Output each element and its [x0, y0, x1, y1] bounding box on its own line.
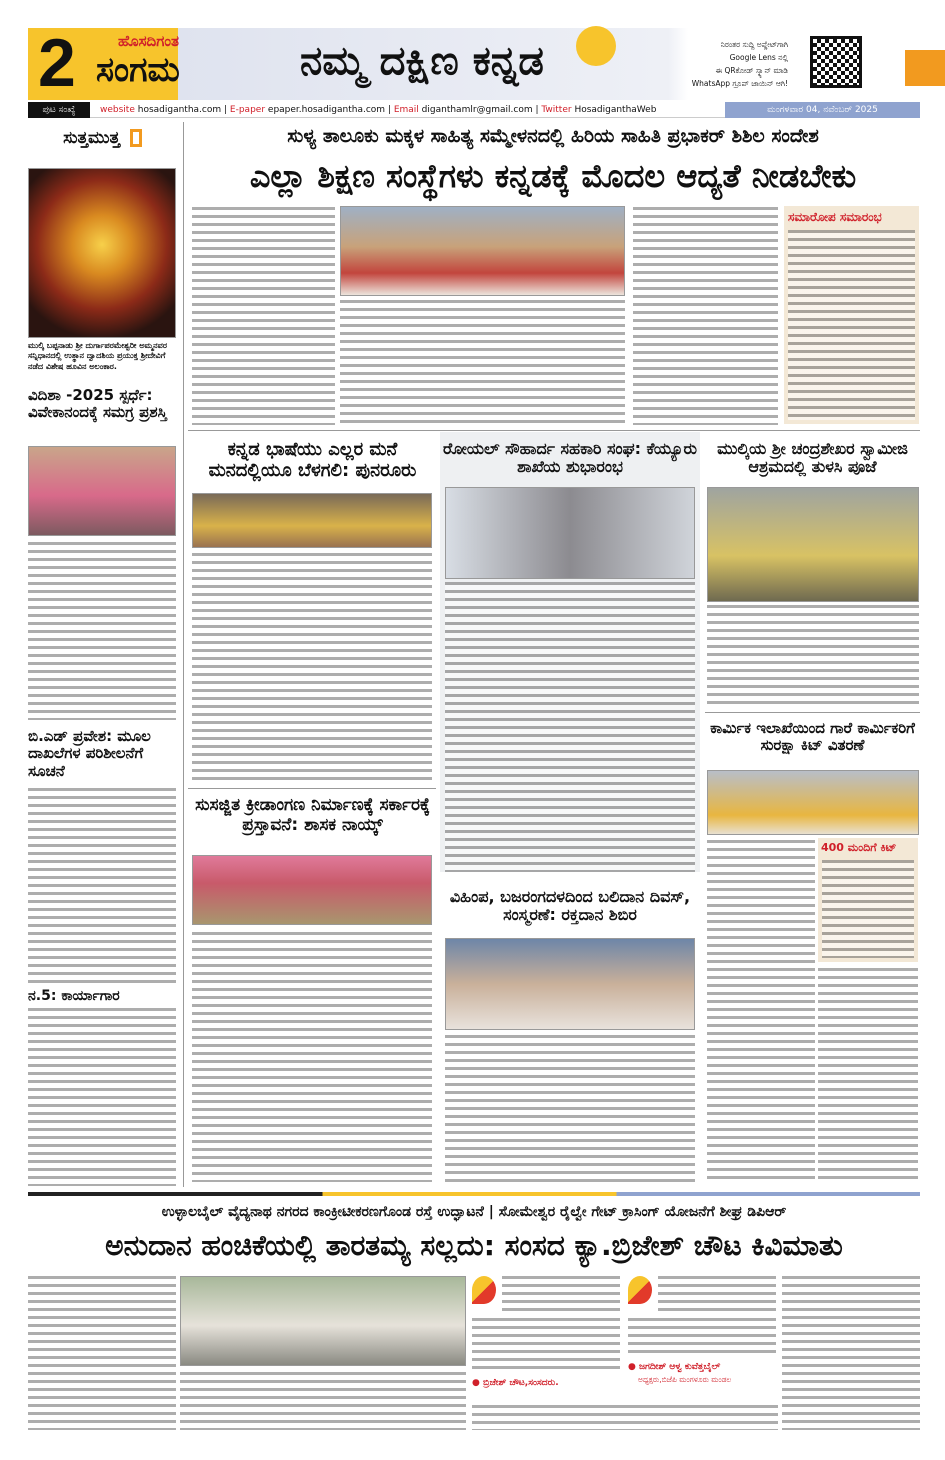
inauguration-photo — [445, 487, 695, 579]
article-text — [28, 1008, 176, 1186]
article-text — [192, 553, 432, 783]
bottom-kicker: ಉಳ್ಳಾಲಬೈಲ್ ವೈದ್ಯನಾಥ ನಗರದ ಕಾಂಕ್ರೀಟೀಕರಣಗೊಂಡ ರಸ್ತೆ ಉದ್ಘಾಟನೆ | ಸೋಮೇಶ್ವರ ರೈಲ್ವೇ ಗೇಟ್ ಕ್ರಾಸಿಂಗ್ ಯೋಜನೆಗೆ ಶೀಘ್ರ ಡಿಪಿಆರ್ — [161, 1204, 787, 1220]
info-strip — [28, 102, 920, 118]
website-link[interactable]: hosadigantha.com — [137, 105, 222, 115]
twitter-link[interactable]: HosadiganthaWeb — [574, 105, 657, 115]
qr-code[interactable] — [810, 36, 862, 88]
qr-instructions: ನಿರಂತರ ಸುದ್ದಿ ಅಪ್ಡೇಟ್‌ಗಾಗಿ Google Lens ನಲ್ಲಿ ಈ QRಕೋಡ್ ಸ್ಕ್ಯಾನ್ ಮಾಡಿ WhatsApp ಗ್ರೂಪ್ ಜಾಯಿನ್ ಆಗಿ! — [691, 40, 788, 88]
info-box — [818, 838, 918, 962]
section-title: ನಮ್ಮ ದಕ್ಷಿಣ ಕನ್ನಡ — [300, 38, 544, 84]
bottom-headline: ಅನುದಾನ ಹಂಚಿಕೆಯಲ್ಲಿ ತಾರತಮ್ಯ ಸಲ್ಲದು: ಸಂಸದ ಕ್ಯಾ.ಬ್ರಿಜೇಶ್ ಚೌಟ ಕಿವಿಮಾತು — [105, 1229, 843, 1262]
headline-vidisha: ವಿದಿಶಾ -2025 ಸ್ಪರ್ಧೆ: ವಿವೇಕಾನಂದಕ್ಕೆ ಸಮಗ್ರ ಪ್ರಶಸ್ತಿ — [28, 386, 167, 422]
page-label: ಪುಟ ಸಂಖ್ಯೆ — [28, 102, 90, 118]
kit-photo — [707, 770, 919, 835]
article-text — [28, 788, 176, 984]
quote-box-2 — [628, 1274, 778, 1399]
pooja-photo — [707, 487, 919, 602]
road-inauguration-photo — [180, 1276, 466, 1366]
divider — [188, 788, 436, 789]
article-text — [340, 300, 625, 425]
box-title: ಸಮಾರೋಪ ಸಮಾರಂಭ — [788, 210, 882, 224]
section-label: ಸುತ್ತಮುತ್ತ — [30, 128, 175, 148]
date: ಮಂಗಳವಾರ 04, ನವೆಂಬರ್ 2025 — [725, 102, 920, 118]
divider — [183, 122, 184, 1187]
door-icon — [130, 129, 142, 147]
article-text — [782, 1276, 920, 1430]
article-text — [707, 840, 815, 1180]
masthead — [28, 25, 920, 101]
brand-logo: ಹೊಸದಿಗಂತ — [118, 32, 179, 50]
quote-box-1 — [472, 1274, 622, 1399]
headline-blood: ವಿಹಿಂಪ, ಬಜರಂಗದಳದಿಂದ ಬಲಿದಾನ ದಿವಸ್, ಸಂಸ್ಮರಣೆ: ರಕ್ತದಾನ ಶಿಬಿರ — [449, 887, 691, 925]
box-text — [822, 860, 914, 958]
box-text — [788, 230, 915, 420]
lead-headline: ಎಲ್ಲಾ ಶಿಕ್ಷಣ ಸಂಸ್ಥೆಗಳು ಕನ್ನಡಕ್ಕೆ ಮೊದಲ ಆದ್ಯತೆ ನೀಡಬೇಕು — [249, 157, 857, 195]
article-text — [180, 1372, 466, 1430]
article-text — [445, 582, 695, 872]
quote-text — [658, 1276, 776, 1316]
supplement-name: ಸಂಗಮ — [96, 50, 180, 90]
box-title: 400 ಮಂದಿಗೆ ಕಿಟ್ — [821, 841, 897, 854]
divider — [188, 430, 920, 431]
headline-bed: ಬಿ.ಎಡ್ ಪ್ರವೇಶ: ಮೂಲ ದಾಖಲೆಗಳ ಪರಿಶೀಲನೆಗೆ ಸೂಚನೆ — [28, 727, 151, 780]
article-text — [28, 542, 176, 720]
students-photo — [28, 446, 176, 536]
article-text — [192, 207, 335, 425]
article-text — [818, 968, 918, 1180]
headline-kit: ಕಾರ್ಮಿಕ ಇಲಾಖೆಯಿಂದ ಗಾರೆ ಕಾರ್ಮಿಕರಿಗೆ ಸುರಕ್ಷಾ ಕಿಟ್ ವಿತರಣೆ — [710, 719, 915, 755]
separator-bar — [28, 1192, 920, 1196]
headline-tulasi: ಮುಲ್ಕಿಯ ಶ್ರೀ ಚಂದ್ರಶೇಖರ ಸ್ವಾಮೀಜಿ ಆಶ್ರಮದಲ್ಲಿ ತುಳಸಿ ಪೂಜೆ — [717, 439, 908, 477]
headline-kannada: ಕನ್ನಡ ಭಾಷೆಯು ಎಲ್ಲರ ಮನೆ ಮನದಲ್ಲಿಯೂ ಬೆಳಗಲಿ: ಪುನರೂರು — [208, 439, 417, 481]
links: website hosadigantha.com | E-paper epaper.hosadigantha.com | Email diganthamlr@gmail.com | Twitter HosadiganthaWeb — [100, 105, 657, 115]
lead-kicker: ಸುಳ್ಯ ತಾಲೂಕು ಮಕ್ಕಳ ಸಾಹಿತ್ಯ ಸಮ್ಮೇಳನದಲ್ಲಿ ಹಿರಿಯ ಸಾಹಿತಿ ಪ್ರಭಾಕರ್ ಶಿಶಿಲ ಸಂದೇಶ — [287, 125, 819, 147]
headline-stadium: ಸುಸಜ್ಜಿತ ಕ್ರೀಡಾಂಗಣ ನಿರ್ಮಾಣಕ್ಕೆ ಸರ್ಕಾರಕ್ಕೆ ಪ್ರಸ್ತಾವನೆ: ಶಾಸಕ ನಾಯ್ಕ್ — [195, 795, 430, 835]
epaper-link[interactable]: epaper.hosadigantha.com — [267, 105, 386, 115]
quote-author: ● ಬ್ರಿಜೇಶ್ ಚೌಟ,ಸಂಸದರು. — [472, 1378, 559, 1388]
article-text — [445, 1035, 695, 1182]
blood-camp-photo — [445, 938, 695, 1030]
quote-author: ● ಜಗದೀಶ್ ಆಳ್ವ ಕುವೆತ್ತಬೈಲ್ — [628, 1362, 721, 1372]
quote-text — [472, 1318, 620, 1374]
quote-role: ಅಧ್ಯಕ್ಷರು,ಬಿಜೆಪಿ ಮಂಗಳೂರು ಮಂಡಲ — [638, 1375, 732, 1384]
lead-photo — [340, 206, 625, 296]
quote-text — [628, 1318, 776, 1358]
sun-circle — [576, 26, 616, 66]
info-box — [784, 206, 919, 424]
article-text — [633, 207, 778, 425]
divider — [705, 712, 920, 713]
photo-caption: ಮುಲ್ಕಿ ಬಪ್ಪನಾಡು ಶ್ರೀ ದುರ್ಗಾಪರಮೇಶ್ವರೀ ಅಮ್ಮನವರ ಸನ್ನಿಧಾನದಲ್ಲಿ ಉತ್ಥಾನ ದ್ವಾದಶಿಯ ಪ್ರಯುಕ್ತ ಶ್ರೀದೇವಿಗೆ ನಡೆದ ವಿಶೇಷ ಹೂವಿನ ಅಲಂಕಾರ. — [28, 341, 167, 371]
goddess-photo — [28, 168, 176, 338]
quote-icon — [628, 1276, 652, 1304]
orange-tab — [905, 50, 945, 86]
quote-text — [502, 1276, 620, 1316]
meeting-photo — [192, 855, 432, 925]
article-text — [707, 605, 919, 705]
article-text — [472, 1405, 778, 1430]
headline-royal: ರೋಯಲ್ ಸೌಹಾರ್ದ ಸಹಕಾರಿ ಸಂಘ: ಕೆಯ್ಯೂರು ಶಾಖೆಯ ಶುಭಾರಂಭ — [442, 439, 697, 477]
quote-icon — [472, 1276, 496, 1304]
article-text — [28, 1276, 176, 1430]
article-text — [192, 932, 432, 1182]
headline-workshop: ನ.5: ಕಾರ್ಯಾಗಾರ — [28, 988, 120, 1004]
stage-photo — [192, 493, 432, 548]
email-link[interactable]: diganthamlr@gmail.com — [421, 105, 533, 115]
page-number: 2 — [38, 25, 76, 101]
